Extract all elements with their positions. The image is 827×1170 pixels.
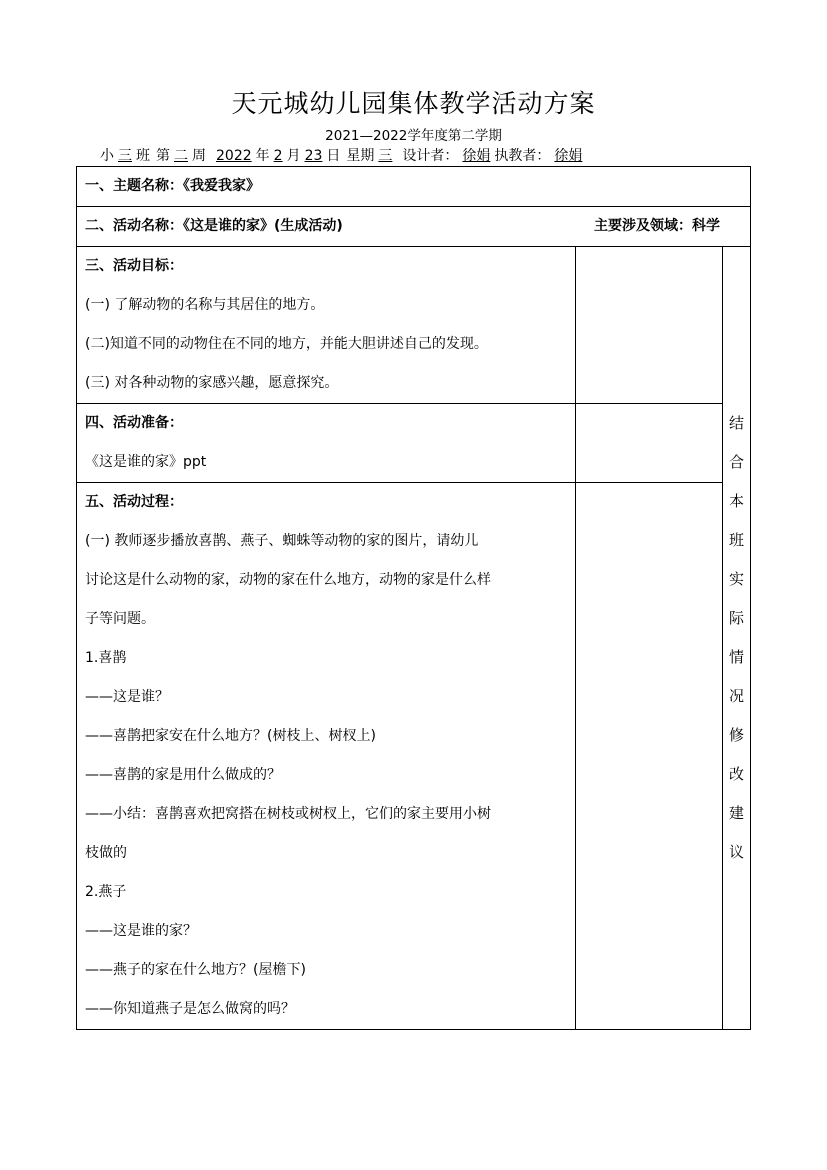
page-title: 天元城幼儿园集体教学活动方案 [231, 89, 596, 118]
activity-name: 二、活动名称：《这是谁的家》(生成活动) [85, 218, 343, 234]
process-line: (一) 教师逐步播放喜鹊、燕子、蜘蛛等动物的家的图片，请幼儿 [85, 533, 479, 549]
day-suffix: 日 [326, 148, 341, 164]
preparation-heading: 四、活动准备： [85, 415, 183, 431]
goal-item: (二)知道不同的动物住在不同的地方，并能大胆讲述自己的发现。 [85, 336, 488, 352]
process-line: ——小结：喜鹊喜欢把窝搭在树枝或树杈上，它们的家主要用小树 [85, 806, 491, 822]
class-suffix: 班 [136, 148, 150, 164]
process-line: ——这是谁的家？ [85, 923, 197, 939]
preparation-content: 《这是谁的家》ppt [85, 454, 207, 470]
goals-heading: 三、活动目标： [85, 258, 183, 274]
process-line: 1.喜鹊 [85, 650, 127, 666]
class-value: 三 [118, 148, 132, 164]
activity-row [77, 207, 751, 247]
week-suffix: 周 [192, 148, 206, 164]
goal-item: (三) 对各种动物的家感兴趣，愿意探究。 [85, 375, 339, 391]
process-line: ——燕子的家在什么地方？(屋檐下) [85, 962, 306, 978]
theme-label: 一、主题名称：《我爱我家》 [85, 178, 260, 194]
side-note-cell [722, 247, 750, 1030]
class-prefix: 小 [100, 148, 114, 164]
process-line: 2.燕子 [85, 884, 127, 900]
theme-row [77, 167, 751, 207]
day-value: 23 [304, 148, 323, 164]
process-cell [77, 483, 576, 1030]
process-line: ——这是谁？ [85, 689, 169, 705]
week-prefix: 第 [156, 148, 170, 164]
teacher-value: 徐娟 [554, 148, 583, 164]
process-line: 讨论这是什么动物的家，动物的家在什么地方，动物的家是什么样 [85, 572, 491, 588]
year-value: 2022 [216, 148, 252, 164]
semester-subtitle: 2021—2022学年度第二学期 [325, 128, 502, 144]
designer-value: 徐娟 [462, 148, 491, 164]
weekday-label: 星期 [346, 148, 375, 164]
process-line: ——喜鹊的家是用什么做成的？ [85, 767, 281, 783]
activity-domain: 主要涉及领域：科学 [594, 218, 720, 234]
year-suffix: 年 [255, 148, 270, 164]
goals-cell [77, 247, 576, 404]
goal-item: (一) 了解动物的名称与其居住的地方。 [85, 297, 325, 313]
plan-table [76, 166, 751, 1030]
designer-label: 设计者： [402, 148, 459, 164]
process-line: ——你知道燕子是怎么做窝的吗？ [85, 1001, 295, 1017]
side-note: 结 合 本 班 实 际 情 况 修 改 建 议 [728, 414, 744, 861]
weekday-value: 三 [378, 148, 393, 164]
month-value: 2 [273, 148, 283, 164]
process-heading: 五、活动过程： [85, 494, 183, 510]
preparation-notes-cell [575, 404, 722, 483]
process-notes-cell [575, 483, 722, 1030]
process-line: 枝做的 [85, 845, 127, 861]
week-value: 二 [174, 148, 188, 164]
month-suffix: 月 [286, 148, 301, 164]
process-line: 子等问题。 [85, 611, 155, 627]
info-line [100, 145, 586, 165]
goals-notes-cell [575, 247, 722, 404]
preparation-cell [77, 404, 576, 483]
process-line: ——喜鹊把家安在什么地方？(树枝上、树杈上) [85, 728, 376, 744]
teacher-label: 执教者： [494, 148, 551, 164]
